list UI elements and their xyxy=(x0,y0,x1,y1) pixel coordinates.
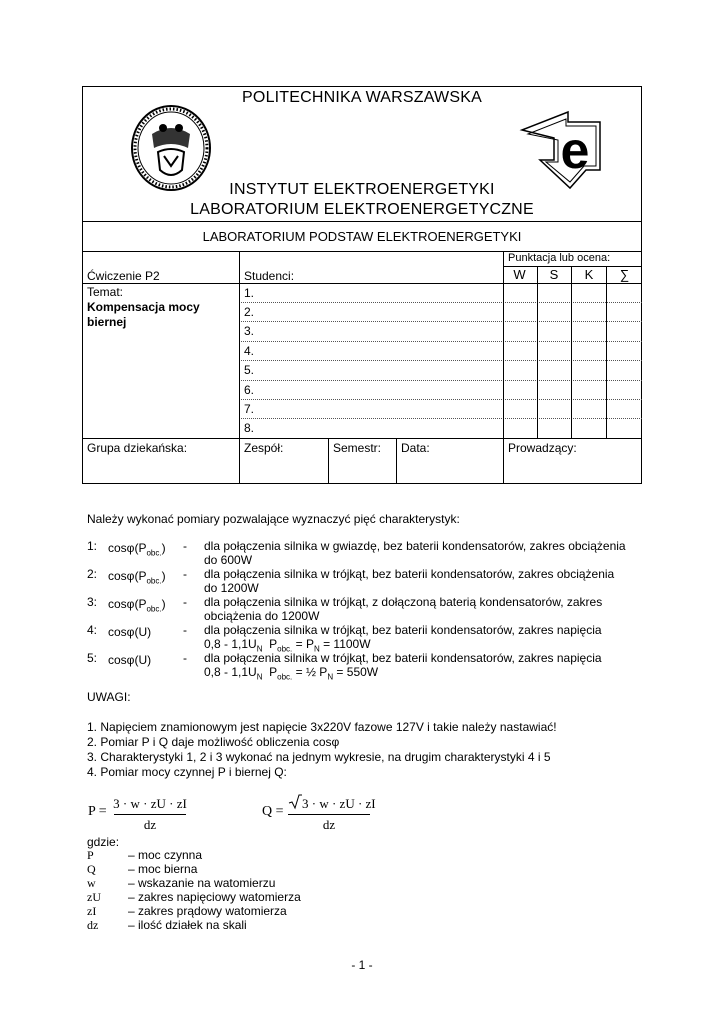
formula-q-lhs: Q = xyxy=(262,804,284,819)
sqrt-icon xyxy=(288,794,302,810)
item-desc-line2: do 1200W xyxy=(204,581,259,595)
item-number: 1: xyxy=(87,539,98,553)
university-title: POLITECHNIKA WARSZAWSKA xyxy=(242,89,482,106)
symbol-desc: – zakres prądowy watomierza xyxy=(128,904,287,918)
symbol-desc: – moc bierna xyxy=(128,862,198,876)
symbol-desc: – wskazanie na watomierzu xyxy=(128,876,276,890)
item-desc-line1: dla połączenia silnika w trójkąt, bez baterii kondensatorów, zakres napięcia xyxy=(204,623,602,637)
grading-label: Punktacja lub ocena: xyxy=(508,252,611,264)
group-label: Grupa dziekańska: xyxy=(87,441,188,455)
item-dash: - xyxy=(183,567,187,581)
row-separator xyxy=(239,399,642,400)
grade-col-w: W xyxy=(513,267,526,282)
item-function: $\cos\varphi(P_{obc.})$ xyxy=(108,541,166,558)
university-seal-logo xyxy=(130,104,212,192)
column-divider xyxy=(571,266,572,438)
item-desc-line2: obciążenia do 1200W xyxy=(204,609,320,623)
formula-p-denominator: dz xyxy=(143,817,157,832)
row-separator xyxy=(239,341,642,342)
item-number: 2: xyxy=(87,567,98,581)
column-divider xyxy=(537,266,538,438)
topic-label: Temat: xyxy=(87,285,124,299)
item-function: cosφ(U) xyxy=(108,653,152,667)
instructor-label: Prowadzący: xyxy=(508,441,577,455)
grade-col-k: K xyxy=(584,267,594,282)
row-separator xyxy=(239,360,642,361)
student-row-1[interactable]: 1. xyxy=(244,286,255,300)
formula-q-numerator: 3 · w · zU · zI xyxy=(302,796,376,811)
column-divider xyxy=(396,438,397,484)
page-number: - 1 - xyxy=(351,958,373,972)
divider xyxy=(82,438,642,439)
row-separator xyxy=(239,321,642,322)
item-desc-line1: dla połączenia silnika w trójkąt, bez baterii kondensatorów, zakres napięcia xyxy=(204,651,602,665)
fraction-bar xyxy=(288,814,370,815)
topic-line-1: Kompensacja mocy xyxy=(87,300,200,314)
item-number: 5: xyxy=(87,651,98,665)
student-row-3[interactable]: 3. xyxy=(244,324,255,338)
item-dash: - xyxy=(183,539,187,553)
column-divider xyxy=(503,251,504,484)
divider xyxy=(82,283,642,284)
course-title: LABORATORIUM PODSTAW ELEKTROENERGETYKI xyxy=(202,229,522,244)
grade-col-sum: ∑ xyxy=(619,267,630,282)
divider xyxy=(82,221,642,222)
formula-p-lhs: P = xyxy=(88,804,107,819)
fraction-bar xyxy=(114,814,186,815)
intro-text: Należy wykonać pomiary pozwalające wyznaczyć pięć charakterystyk: xyxy=(87,512,460,526)
symbol: zI xyxy=(87,904,97,918)
institute-e-logo xyxy=(516,108,606,192)
item-desc-line2: do 600W xyxy=(204,553,253,567)
item-desc-line1: dla połączenia silnika w trójkąt, z dołączoną baterią kondensatorów, zakres xyxy=(204,595,603,609)
note-item: 2. Pomiar P i Q daje możliwość obliczenia cosφ xyxy=(87,735,340,749)
symbol: P xyxy=(87,848,94,862)
institute-title: INSTYTUT ELEKTROENERGETYKI xyxy=(229,181,495,198)
column-divider xyxy=(328,438,329,484)
grade-col-s: S xyxy=(549,267,559,282)
symbol: dz xyxy=(87,918,99,932)
student-row-8[interactable]: 8. xyxy=(244,421,255,435)
formula-q-denominator: dz xyxy=(322,817,336,832)
exercise-label: Ćwiczenie P2 xyxy=(87,269,160,283)
note-item: 3. Charakterystyki 1, 2 i 3 wykonać na jednym wykresie, na drugim charakterystyki 4 i 5 xyxy=(87,750,551,764)
column-divider xyxy=(606,266,607,438)
student-row-5[interactable]: 5. xyxy=(244,363,255,377)
semester-label: Semestr: xyxy=(333,441,382,455)
logo-letter: e xyxy=(560,122,590,180)
student-row-2[interactable]: 2. xyxy=(244,305,255,319)
row-separator xyxy=(239,380,642,381)
team-label: Zespół: xyxy=(244,441,284,455)
note-item: 1. Napięciem znamionowym jest napięcie 3x220V fazowe 127V i takie należy nastawiać! xyxy=(87,720,557,734)
student-row-7[interactable]: 7. xyxy=(244,402,255,416)
notes-title: UWAGI: xyxy=(87,690,131,704)
row-separator xyxy=(239,302,642,303)
item-desc-line1: dla połączenia silnika w trójkąt, bez baterii kondensatorów, zakres obciążenia xyxy=(204,567,615,581)
item-function: $\cos\varphi(P_{obc.})$ xyxy=(108,569,166,586)
item-function: cosφ(U) xyxy=(108,625,152,639)
student-row-4[interactable]: 4. xyxy=(244,344,255,358)
symbol-desc: – ilość działek na skali xyxy=(128,918,247,932)
item-dash: - xyxy=(183,623,187,637)
topic-line-2: biernej xyxy=(87,315,127,329)
formula-p-numerator: 3 · w · zU · zI xyxy=(113,796,187,811)
students-label: Studenci: xyxy=(244,269,295,283)
symbol: zU xyxy=(87,890,101,904)
row-separator xyxy=(239,418,642,419)
item-dash: - xyxy=(183,595,187,609)
item-number: 3: xyxy=(87,595,98,609)
lab-title: LABORATORIUM ELEKTROENERGETYCZNE xyxy=(190,201,534,218)
note-item: 4. Pomiar mocy czynnej P i biernej Q: xyxy=(87,765,287,779)
item-desc-line1: dla połączenia silnika w gwiazdę, bez baterii kondensatorów, zakres obciążenia xyxy=(204,539,626,553)
student-row-6[interactable]: 6. xyxy=(244,383,255,397)
item-desc-line2: $0,8 - 1,1U_N$ $P_{obc.}$ = ½ $P_N = 550W$ xyxy=(204,665,379,682)
date-label: Data: xyxy=(401,441,430,455)
item-desc-line2: $0,8 - 1,1U_N$ $P_{obc.} = P_N = 1100W$ xyxy=(204,637,371,654)
symbol-desc: – moc czynna xyxy=(128,848,203,862)
symbol-desc: – zakres napięciowy watomierza xyxy=(128,890,301,904)
symbol: w xyxy=(87,876,96,890)
symbol: Q xyxy=(87,862,96,876)
item-function: $\cos\varphi(P_{obc.})$ xyxy=(108,597,166,614)
where-label: gdzie: xyxy=(87,835,120,849)
column-divider xyxy=(239,251,240,484)
item-number: 4: xyxy=(87,623,98,637)
item-dash: - xyxy=(183,651,187,665)
